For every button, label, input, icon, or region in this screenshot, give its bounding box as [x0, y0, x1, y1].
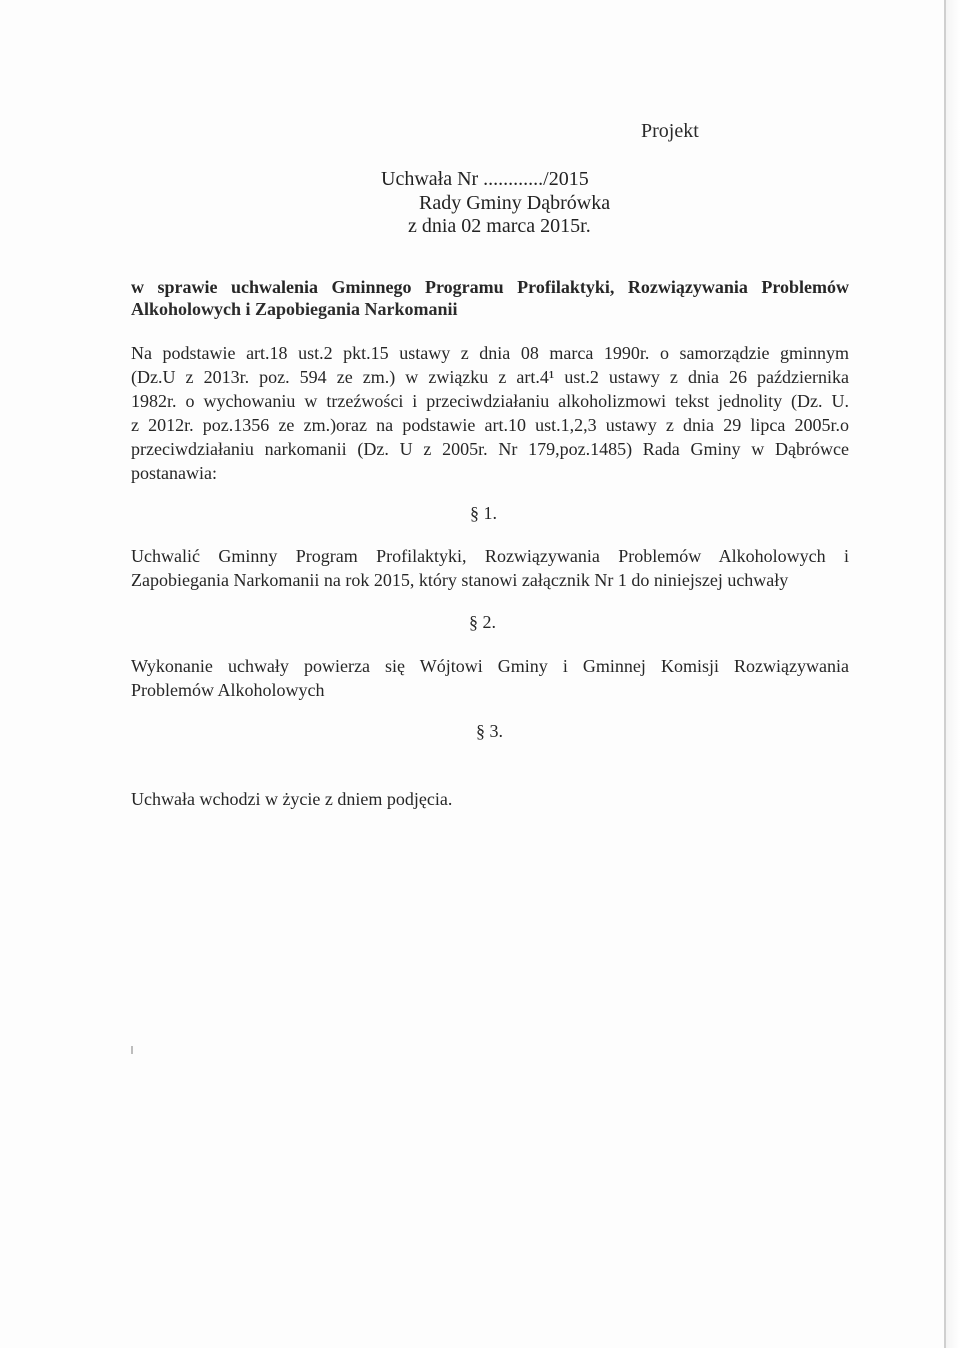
section-1-line-1: Uchwalić Gminny Program Profilaktyki, Rozwiązywania Problemów Alkoholowych i — [131, 546, 849, 566]
section-2-line-1: Wykonanie uchwały powierza się Wójtowi Gminy i Gminnej Komisji Rozwiązywania — [131, 656, 849, 676]
resolution-number: Uchwała Nr ............/2015 — [381, 168, 589, 190]
subject-line-2: Alkoholowych i Zapobiegania Narkomanii — [131, 299, 458, 319]
scan-edge-shadow — [946, 0, 960, 1348]
project-label: Projekt — [641, 120, 699, 142]
scan-edge-line — [944, 0, 946, 1348]
council-name: Rady Gminy Dąbrówka — [419, 192, 611, 214]
section-2-mark: § 2. — [469, 612, 496, 632]
preamble-line-4: z 2012r. poz.1356 ze zm.)oraz na podstawie art.10 ust.1,2,3 ustawy z dnia 29 lipca 2005r.o — [131, 415, 849, 435]
scan-artifact — [131, 1046, 133, 1054]
preamble-line-3: 1982r. o wychowaniu w trzeźwości i przeciwdziałaniu alkoholizmowi tekst jednolity (Dz. U. — [131, 391, 849, 411]
section-2-line-2: Problemów Alkoholowych — [131, 680, 325, 700]
preamble-line-6: postanawia: — [131, 463, 217, 483]
section-3-mark: § 3. — [476, 721, 503, 741]
resolution-date: z dnia 02 marca 2015r. — [408, 215, 591, 237]
section-3-line-1: Uchwała wchodzi w życie z dniem podjęcia. — [131, 789, 453, 809]
section-1-line-2: Zapobiegania Narkomanii na rok 2015, który stanowi załącznik Nr 1 do niniejszej uchwały — [131, 570, 789, 590]
resolution-subject — [131, 276, 851, 320]
preamble-line-2: (Dz.U z 2013r. poz. 594 ze zm.) w związku z art.4¹ ust.2 ustawy z dnia 26 października — [131, 367, 849, 387]
preamble-line-1: Na podstawie art.18 ust.2 pkt.15 ustawy z dnia 08 marca 1990r. o samorządzie gminnym — [131, 343, 849, 363]
subject-line-1: w sprawie uchwalenia Gminnego Programu Profilaktyki, Rozwiązywania Problemów — [131, 277, 849, 297]
preamble-line-5: przeciwdziałaniu narkomanii (Dz. U z 2005r. Nr 179,poz.1485) Rada Gminy w Dąbrówce — [131, 439, 849, 459]
section-1-mark: § 1. — [470, 503, 497, 523]
